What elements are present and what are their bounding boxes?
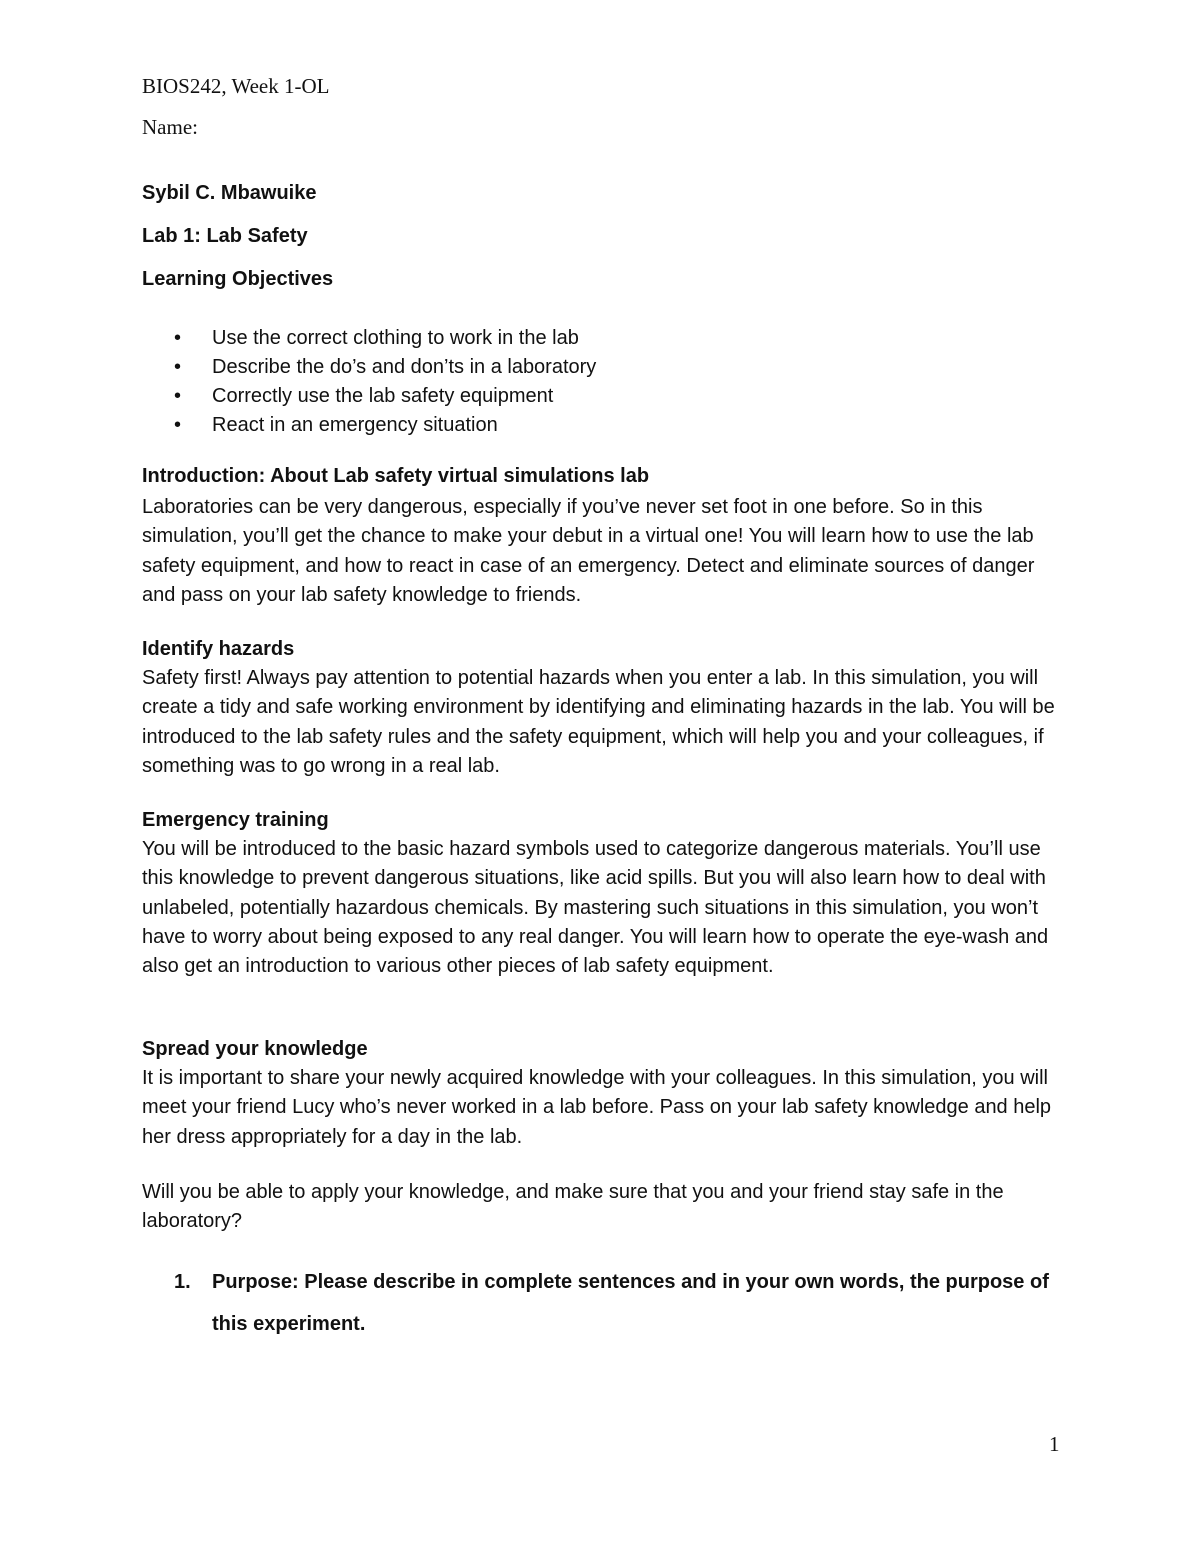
bullet-icon: • bbox=[174, 327, 182, 349]
list-item: • Correctly use the lab safety equipment bbox=[142, 382, 596, 411]
question-text: Purpose: Please describe in complete sentences and in your own words, the purpose of this experiment. bbox=[212, 1271, 1049, 1335]
bullet-icon: • bbox=[174, 356, 182, 378]
list-item: • Describe the do’s and don’ts in a laboratory bbox=[142, 353, 596, 382]
introduction-body: Laboratories can be very dangerous, especially if you’ve never set foot in one before. So in this simulation, you’ll get the chance to make your debut in a virtual one! You will learn how to use the lab safety equipment, and how to react in case of an emergency. Detect and eliminate sources of danger and pass on your lab safety knowledge to friends. bbox=[142, 496, 1035, 606]
closing-question: Will you be able to apply your knowledge, and make sure that you and your friend stay safe in the laboratory? bbox=[142, 1181, 1004, 1233]
list-item: • React in an emergency situation bbox=[142, 411, 596, 440]
learning-objectives-list bbox=[142, 324, 596, 440]
bullet-icon: • bbox=[174, 385, 182, 407]
introduction-heading: Introduction: About Lab safety virtual simulations lab bbox=[142, 465, 650, 487]
list-item: • Use the correct clothing to work in the lab bbox=[142, 324, 596, 353]
course-header: BIOS242, Week 1-OL bbox=[142, 74, 330, 98]
emergency-training-heading: Emergency training bbox=[142, 809, 329, 831]
emergency-training-body: You will be introduced to the basic hazard symbols used to categorize dangerous materials. You’ll use this knowledge to prevent dangerous situations, like acid spills. But you will also learn how to deal with unlabeled, potentially hazardous chemicals. By mastering such situations in this simulation, you won’t have to worry about being exposed to any real danger. You will learn how to operate the eye-wash and also get an introduction to various other pieces of lab safety equipment. bbox=[142, 838, 1049, 978]
question-1 bbox=[142, 1261, 1062, 1345]
name-label: Name: bbox=[142, 115, 198, 139]
spread-knowledge-body: It is important to share your newly acquired knowledge with your colleagues. In this simulation, you will meet your friend Lucy who’s never worked in a lab before. Pass on your lab safety knowledge and help her dress appropriately for a day in the lab. bbox=[142, 1067, 1052, 1148]
identify-hazards-heading: Identify hazards bbox=[142, 638, 295, 660]
student-name: Sybil C. Mbawuike bbox=[142, 182, 317, 204]
spread-knowledge-heading: Spread your knowledge bbox=[142, 1038, 368, 1060]
question-number: 1. bbox=[174, 1271, 191, 1293]
identify-hazards-body: Safety first! Always pay attention to potential hazards when you enter a lab. In this simulation, you will create a tidy and safe working environment by identifying and eliminating hazards in the lab. You will be introduced to the lab safety rules and the safety equipment, which will help you and your colleagues, if something was to go wrong in a real lab. bbox=[142, 667, 1055, 777]
learning-objectives-heading: Learning Objectives bbox=[142, 268, 334, 290]
lab-title: Lab 1: Lab Safety bbox=[142, 225, 308, 247]
page-number: 1 bbox=[1049, 1432, 1060, 1456]
bullet-icon: • bbox=[174, 414, 182, 436]
